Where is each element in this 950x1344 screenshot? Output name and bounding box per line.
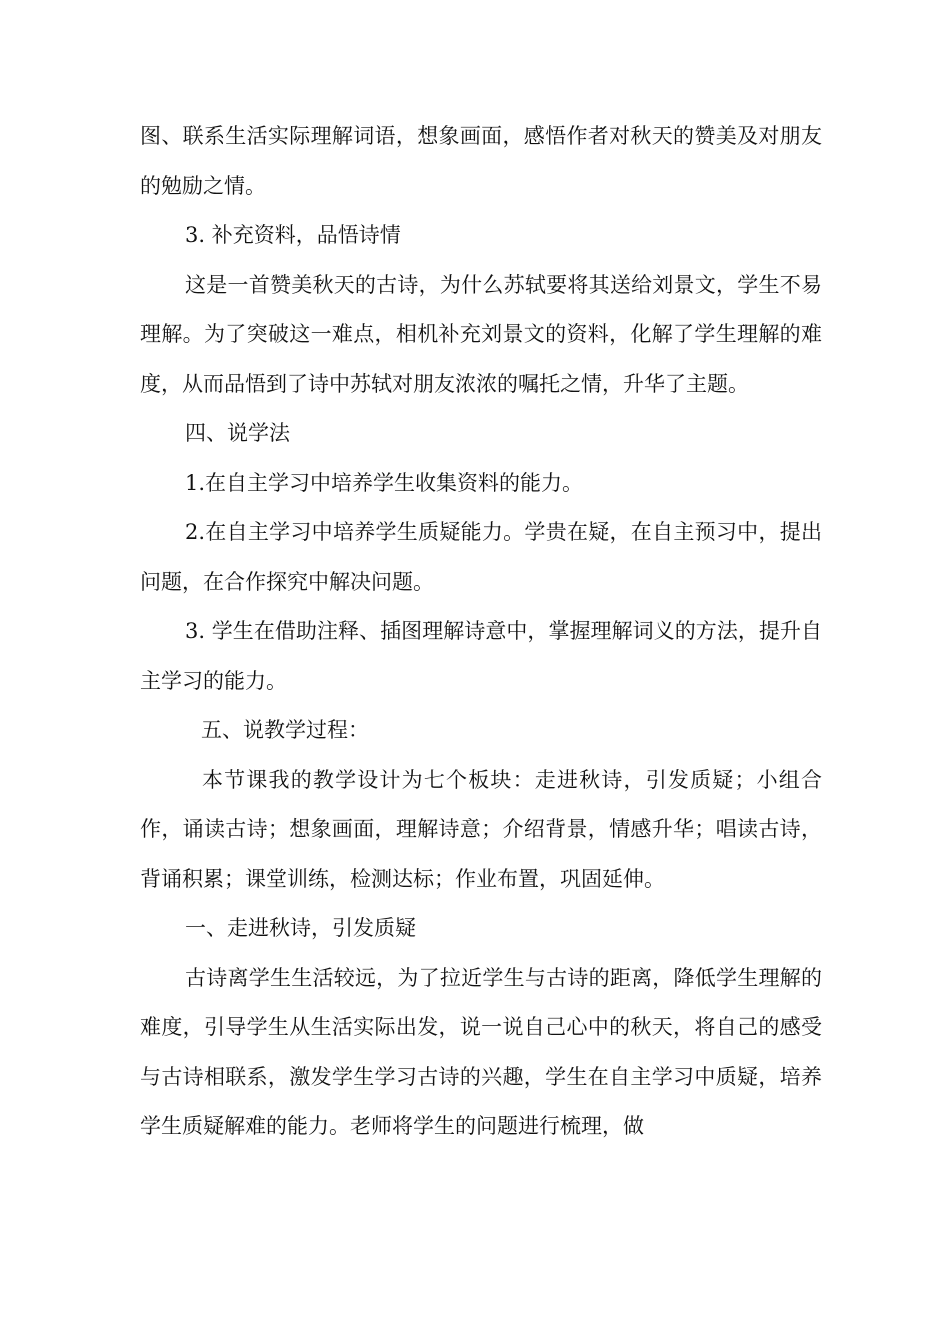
paragraph-enter-autumn-poem: 古诗离学生生活较远，为了拉近学生与古诗的距离，降低学生理解的难度，引导学生从生活实际出发，说一说自己心中的秋天，将自己的感受与古诗相联系，激发学生学习古诗的兴趣，学生在自主学习中质疑，培养学生质疑解难的能力。老师将学生的问题进行梳理，做: [140, 965, 822, 1138]
document-body: [140, 112, 822, 1152]
section-heading-teaching-process: 五、说教学过程：: [201, 718, 369, 742]
section-heading-learning-methods: 四、说学法: [185, 421, 290, 445]
subheading-enter-autumn-poem: 一、走进秋诗，引发质疑: [185, 916, 416, 940]
paragraph-teaching-design: 本节课我的教学设计为七个板块：走进秋诗，引发质疑；小组合作，诵读古诗；想象画面，理解诗意；介绍背景，情感升华；唱读古诗，背诵积累；课堂训练，检测达标；作业布置，巩固延伸。: [140, 767, 822, 891]
list-item-method-2: 2.在自主学习中培养学生质疑能力。学贵在疑，在自主预习中，提出问题，在合作探究中解决问题。: [140, 520, 822, 594]
paragraph-supplement-explanation: 这是一首赞美秋天的古诗，为什么苏轼要将其送给刘景文，学生不易理解。为了突破这一难点，相机补充刘景文的资料，化解了学生理解的难度，从而品悟到了诗中苏轼对朋友浓浓的嘱托之情，升华了主题。: [140, 272, 822, 396]
list-item-method-1: 1.在自主学习中培养学生收集资料的能力。: [185, 470, 584, 495]
list-item-method-3: 3. 学生在借助注释、插图理解诗意中，掌握理解词义的方法，提升自主学习的能力。: [140, 619, 822, 693]
paragraph-continuation: 图、联系生活实际理解词语，想象画面，感悟作者对秋天的赞美及对朋友的勉励之情。: [140, 124, 822, 198]
subheading-supplement-materials: 3. 补充资料，品悟诗情: [185, 223, 401, 247]
